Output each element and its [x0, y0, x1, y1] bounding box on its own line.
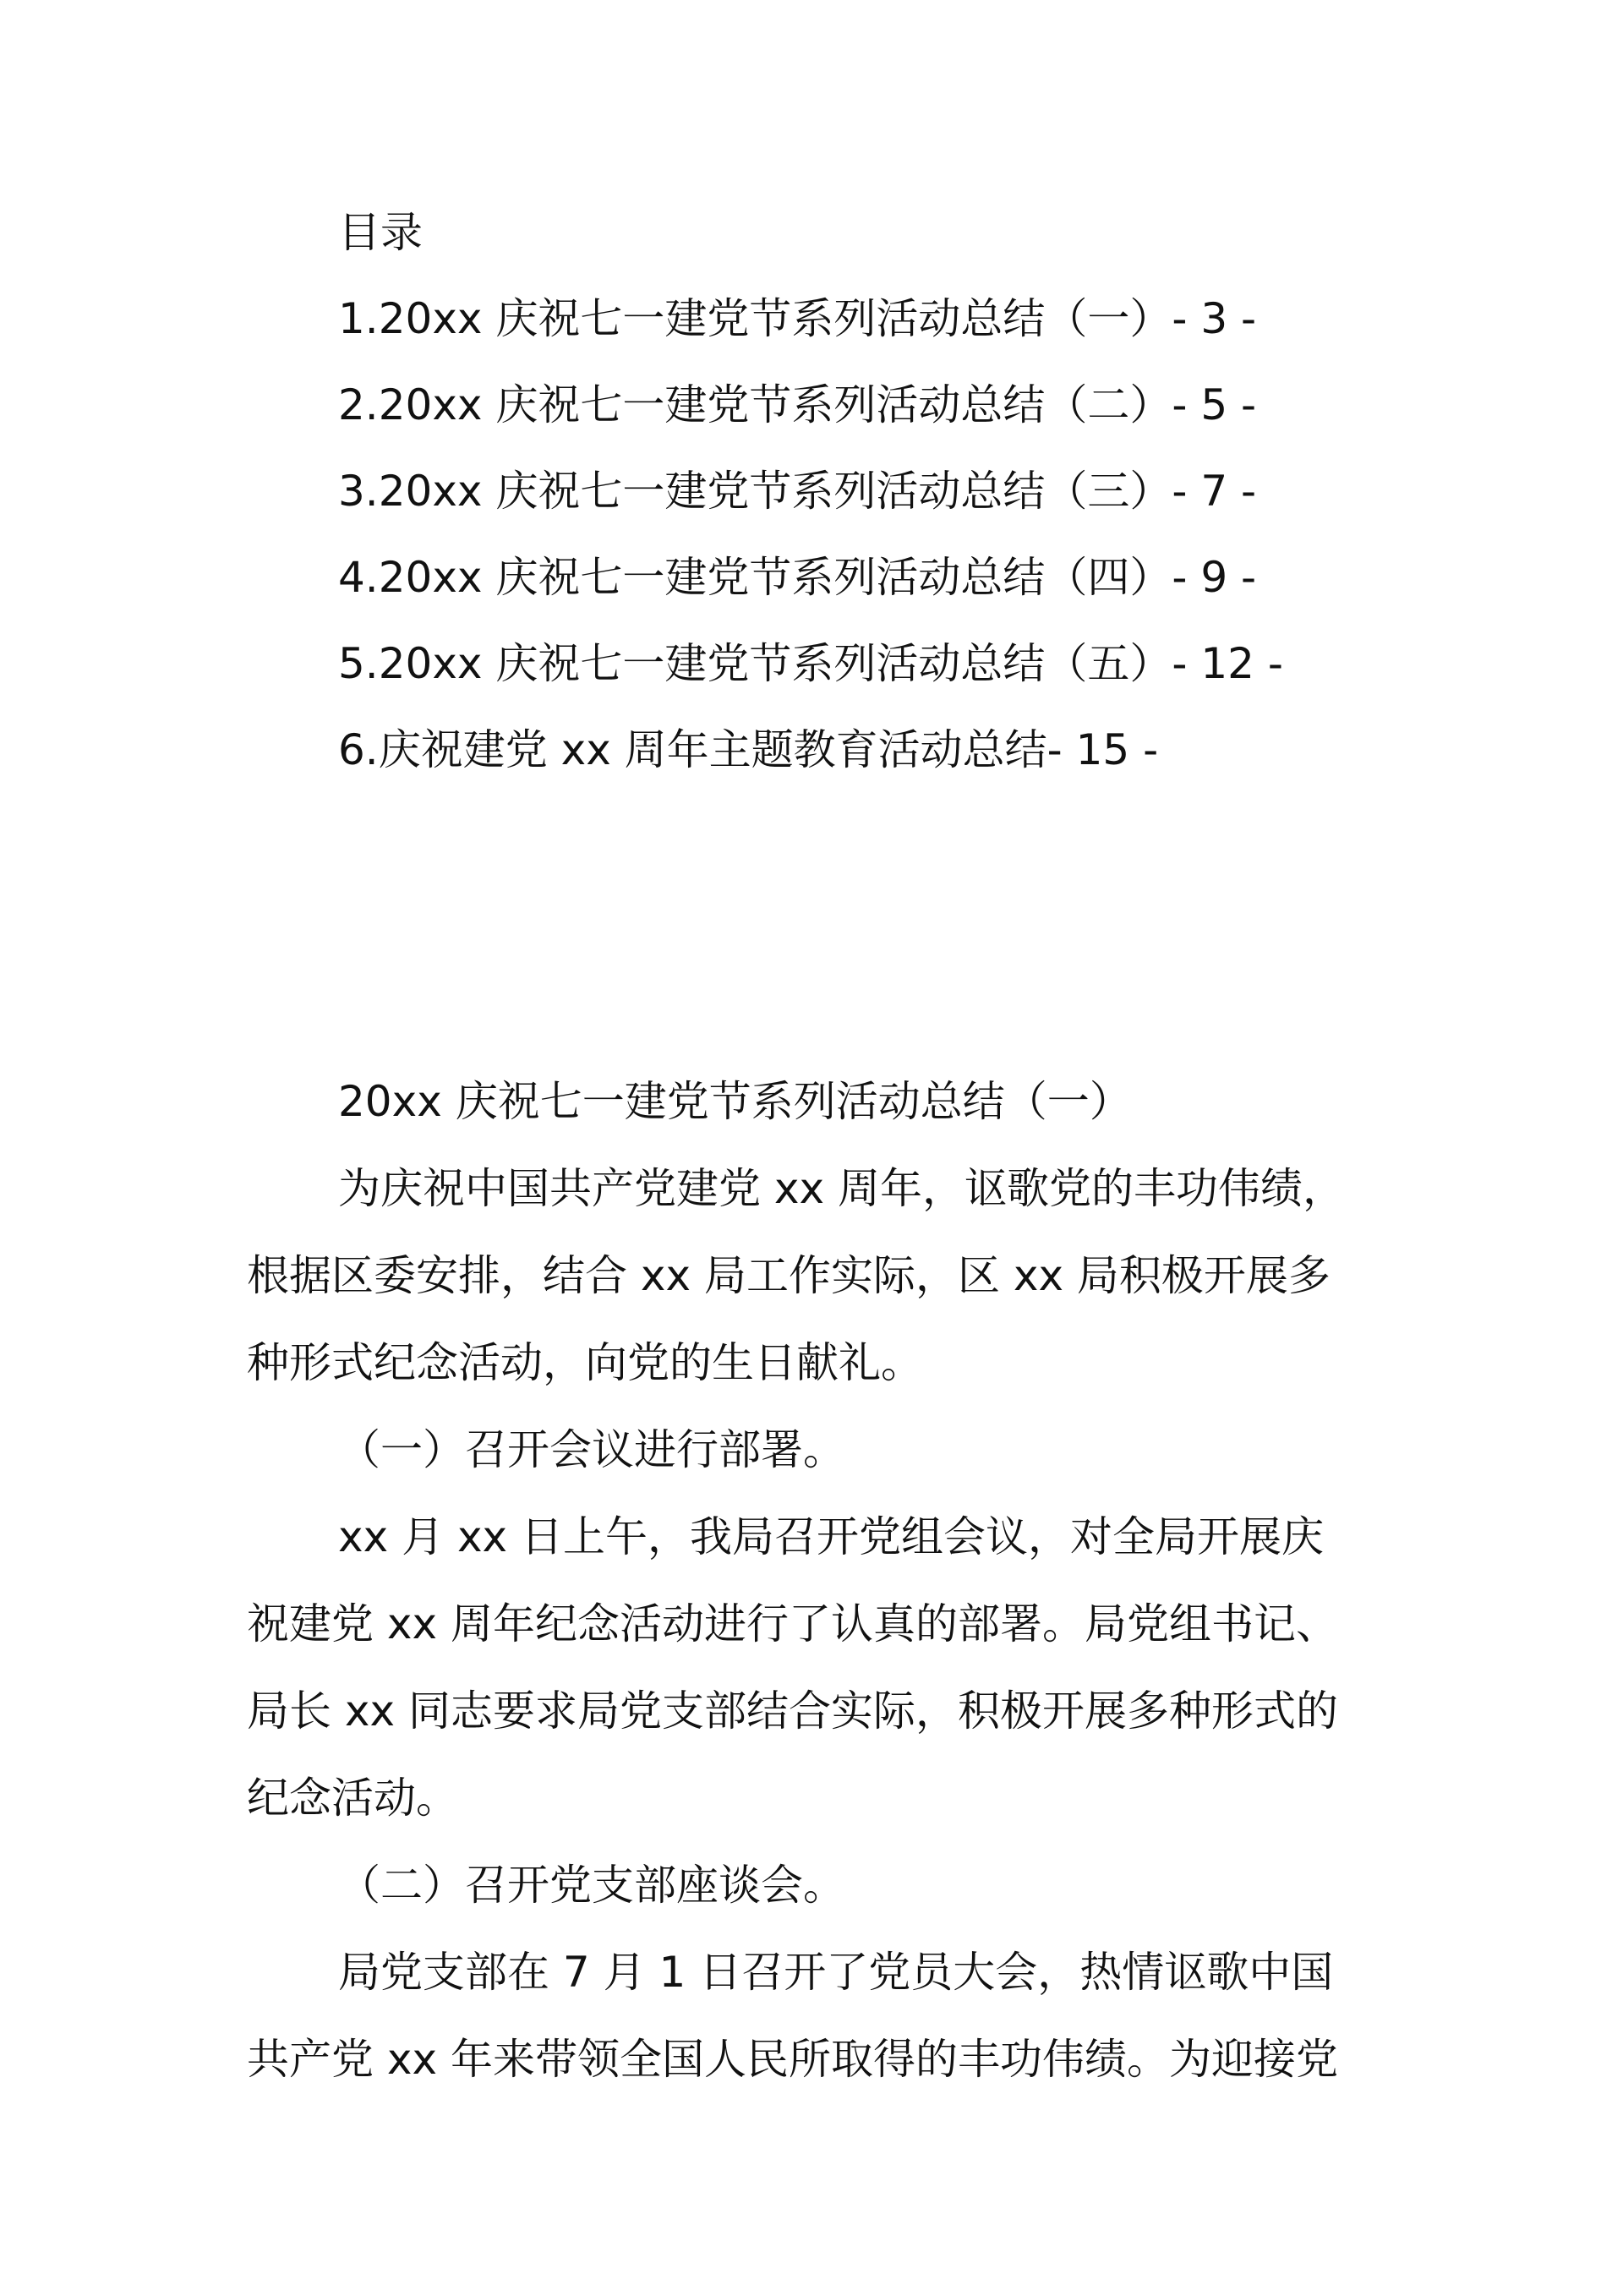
intro-line-1: 为庆祝中国共产党建党 xx 周年，讴歌党的丰功伟绩，	[338, 1164, 1345, 1213]
toc-item-6[interactable]: 6.庆祝建党 xx 周年主题教育活动总结- 15 -	[338, 725, 1159, 774]
section-2-line-1: 局党支部在 7 月 1 日召开了党员大会，热情讴歌中国	[338, 1948, 1334, 1997]
intro-line-3: 种形式纪念活动，向党的生日献礼。	[247, 1338, 923, 1387]
toc-item-5[interactable]: 5.20xx 庆祝七一建党节系列活动总结（五）- 12 -	[338, 639, 1283, 688]
section-2-line-2: 共产党 xx 年来带领全国人民所取得的丰功伟绩。为迎接党	[247, 2035, 1338, 2084]
intro-line-2: 根据区委安排，结合 xx 局工作实际，区 xx 局积极开展多	[247, 1251, 1331, 1300]
toc-item-3[interactable]: 3.20xx 庆祝七一建党节系列活动总结（三）- 7 -	[338, 467, 1257, 516]
article-heading: 20xx 庆祝七一建党节系列活动总结（一）	[338, 1077, 1132, 1126]
toc-item-4[interactable]: 4.20xx 庆祝七一建党节系列活动总结（四）- 9 -	[338, 553, 1257, 602]
section-2-title: （二）召开党支部座谈会。	[338, 1861, 845, 1910]
section-1-line-1: xx 月 xx 日上午，我局召开党组会议，对全局开展庆	[338, 1512, 1325, 1561]
section-1-line-2: 祝建党 xx 周年纪念活动进行了认真的部署。局党组书记、	[247, 1599, 1338, 1648]
toc-item-1[interactable]: 1.20xx 庆祝七一建党节系列活动总结（一）- 3 -	[338, 294, 1257, 343]
toc-title: 目录	[338, 208, 423, 257]
section-1-title: （一）召开会议进行部署。	[338, 1425, 845, 1474]
table-of-contents	[338, 207, 1437, 811]
article-body	[247, 1058, 1380, 2103]
toc-item-2[interactable]: 2.20xx 庆祝七一建党节系列活动总结（二）- 5 -	[338, 380, 1257, 429]
section-1-line-3: 局长 xx 同志要求局党支部结合实际，积极开展多种形式的	[247, 1686, 1338, 1736]
section-1-line-4: 纪念活动。	[247, 1774, 458, 1823]
